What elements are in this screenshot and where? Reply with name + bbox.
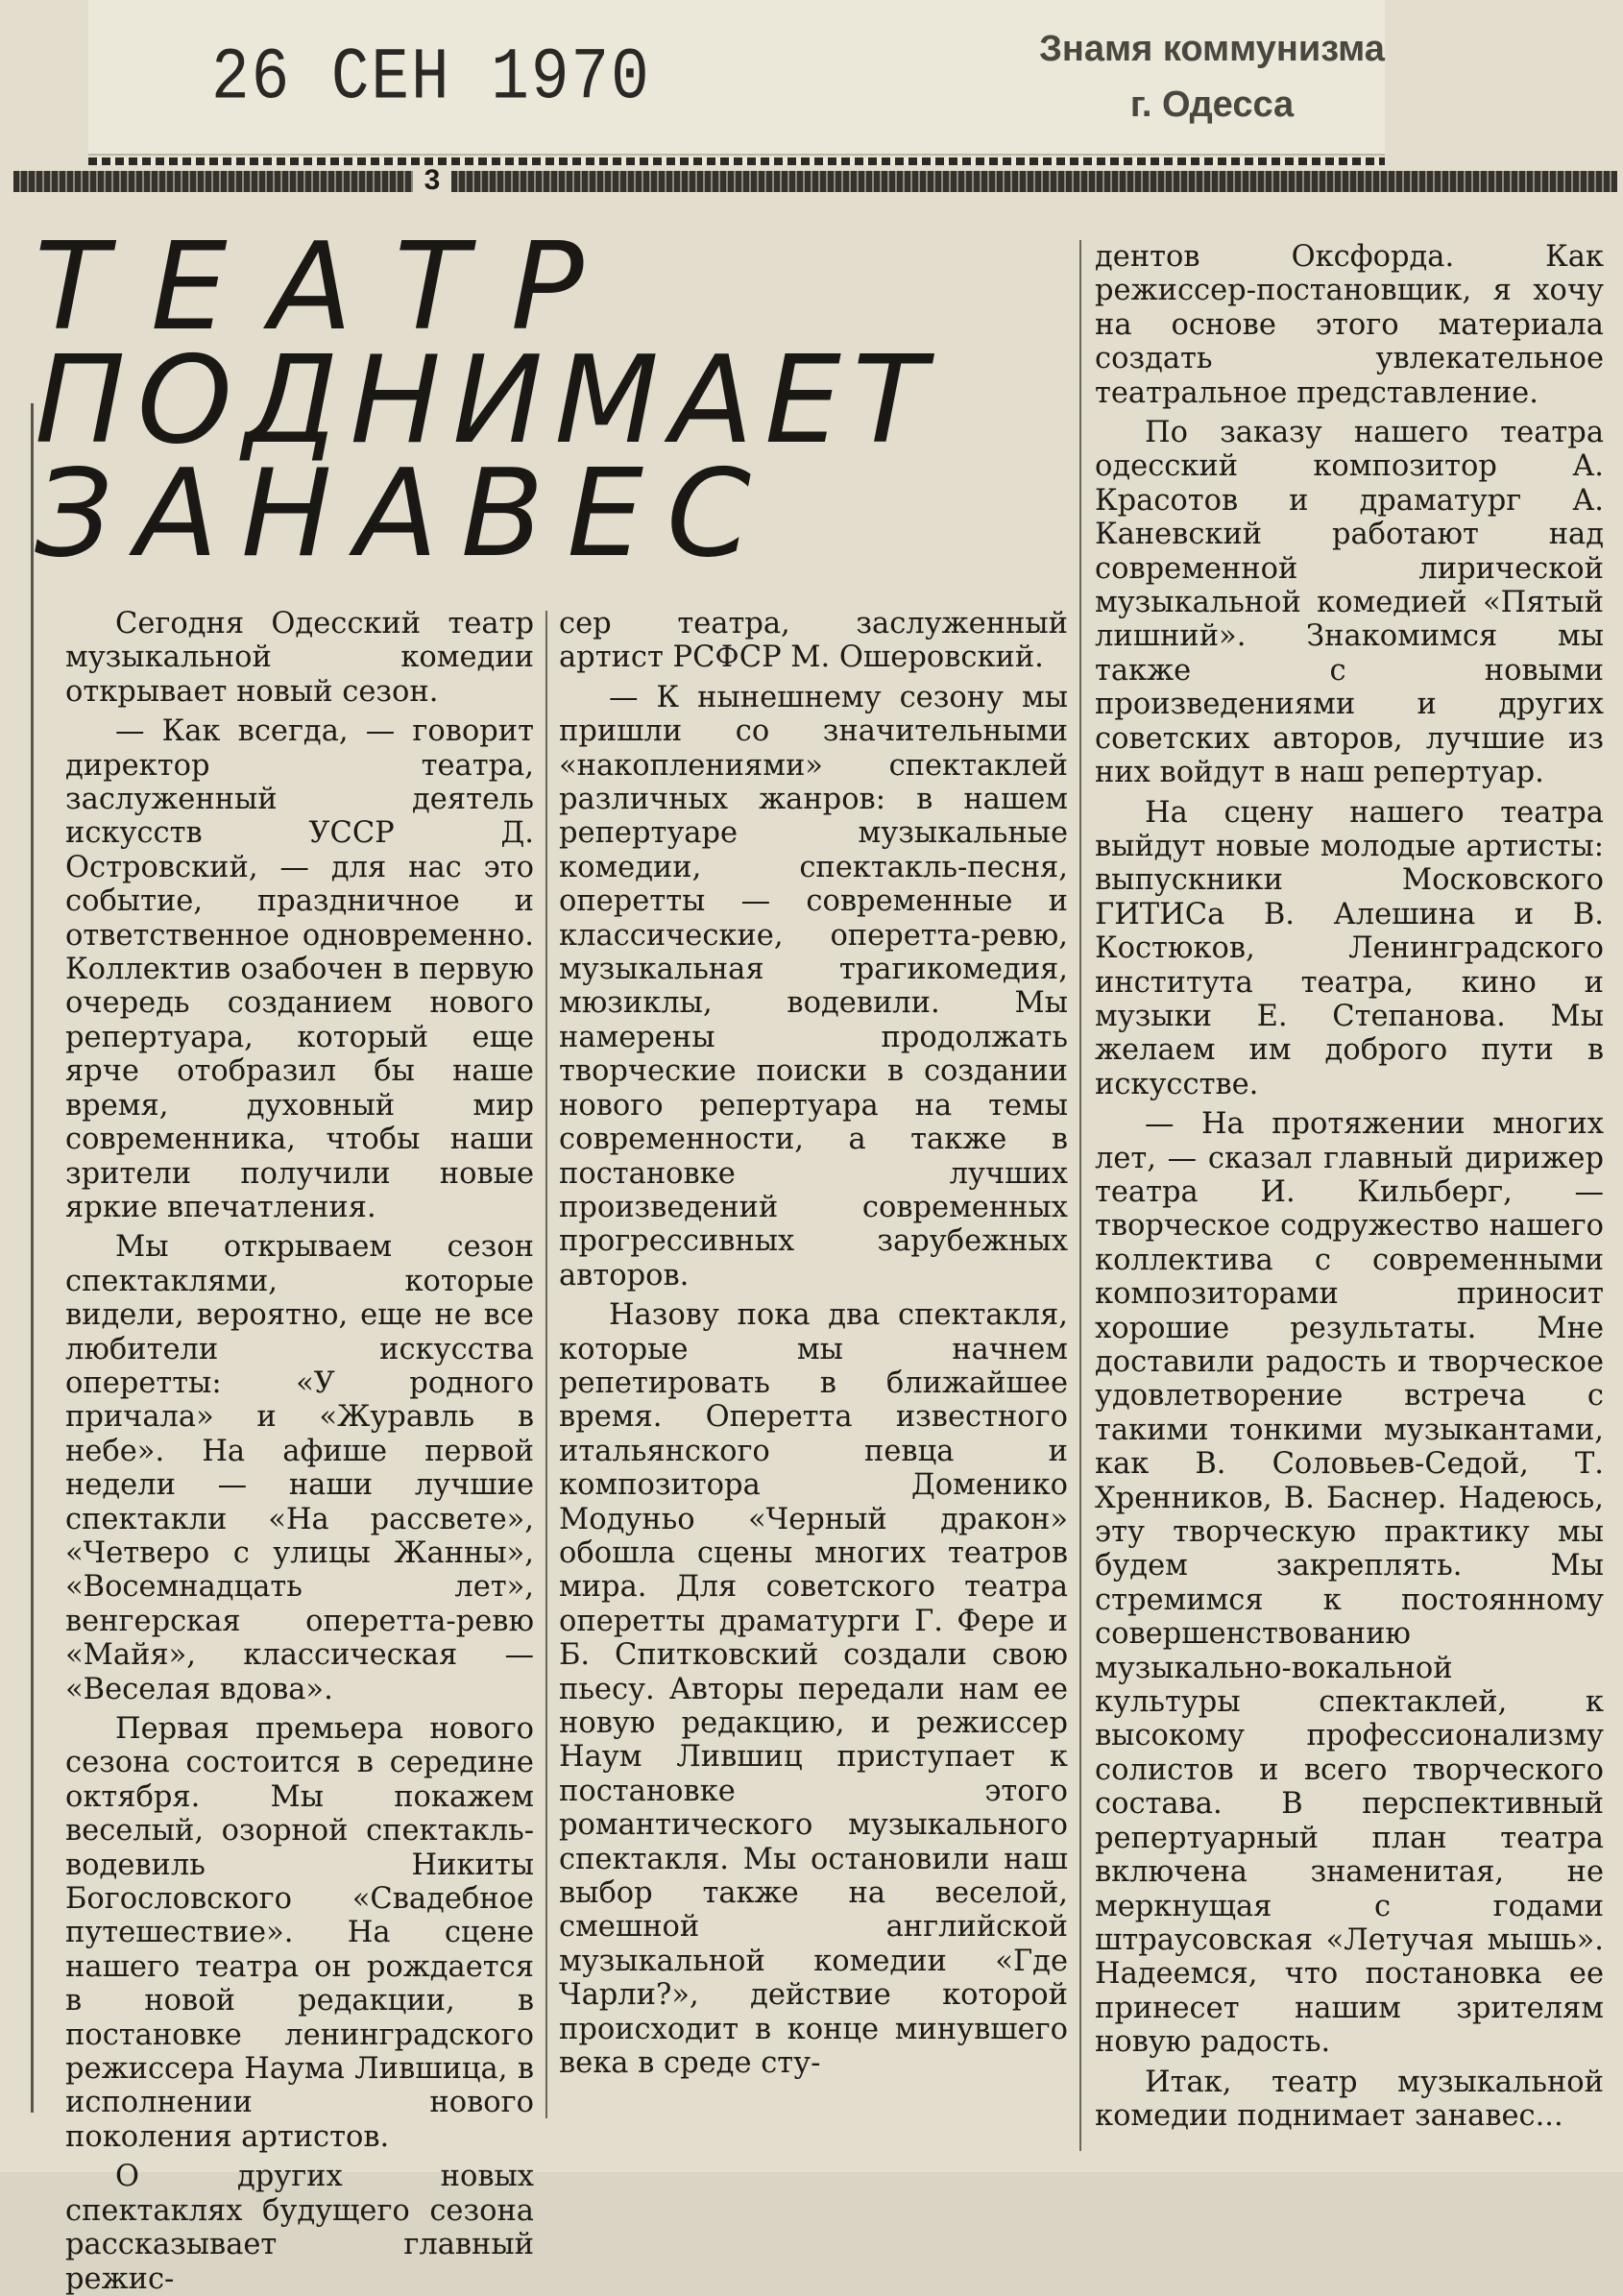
column-3-paragraph-5: Итак, театр музыкальной комедии поднимает занавес... bbox=[1095, 2065, 1604, 2133]
newspaper-source bbox=[972, 21, 1452, 133]
article-column-1 bbox=[65, 607, 534, 2296]
newspaper-city: г. Одесса bbox=[1129, 85, 1295, 125]
headline-line-3: ЗАНАВЕС bbox=[35, 443, 774, 584]
page-top-rule bbox=[13, 171, 1617, 192]
column-2-paragraph-2: — К нынешнему сезону мы пришли со значительными «накоплениями» спектаклей различных жанров: в нашем репертуаре музыкальные комедии, спектакль-песня, оперетты — современные и классические, оперетта-ревю, музыкальная трагикомедия, мюзиклы, водевили. Мы намерены продолжать творческие поиски в создании нового репертуара на темы современности, а также в постановке лучших произведений современных прогрессивных зарубежных авторов. bbox=[559, 680, 1068, 1293]
article-headline bbox=[35, 216, 1072, 584]
article-column-2 bbox=[559, 607, 1068, 2143]
column-1-paragraph-2: — Как всегда, — говорит директор театра, заслуженный деятель искусств УССР Д. Островский, — для нас это событие, праздничное и ответственное одновременно. Коллектив озабочен в первую очередь созданием нового репертуара, который еще ярче отобразил бы наше время, духовный мир современника, чтобы наши зрители получили новые яркие впечатления. bbox=[65, 714, 534, 1224]
column-3-paragraph-1: дентов Оксфорда. Как режиссер-постановщик, я хочу на основе этого материала создать увлекательное театральное представление. bbox=[1095, 240, 1604, 410]
column-2-paragraph-3: Назову пока два спектакля, которые мы начнем репетировать в ближайшее время. Оперетта известного итальянского певца и композитора Доменико Модуньо «Черный дракон» обошла сцены многих театров мира. Для советского театра оперетты драматурги Г. Фере и Б. Спитковский создали свою пьесу. Авторы передали нам ее новую редакцию, и режиссер Наум Лившиц приступает к постановке этого романтического музыкального спектакля. Мы остановили наш выбор также на веселой, смешной английской музыкальной комедии «Где Чарли?», действие которой происходит в конце минувшего века в среде сту- bbox=[559, 1298, 1068, 2081]
column-2-paragraph-1: сер театра, заслуженный артист РСФСР М. Ошеровский. bbox=[559, 607, 1068, 675]
column-divider-1 bbox=[545, 611, 547, 2118]
column-3-paragraph-3: На сцену нашего театра выйдут новые молодые артисты: выпускники Московского ГИТИСа В. Алешина и В. Костюков, Ленинградского института театра, кино и музыки Е. Степанова. Мы желаем им доброго пути в искусстве. bbox=[1095, 795, 1604, 1101]
column-3-paragraph-2: По заказу нашего театра одесский композитор А. Красотов и драматург А. Каневский работают над современной лирической музыкальной комедией «Пятый лишний». Знакомимся мы также с новыми произведениями и других советских авторов, лучшие из них войдут в наш репертуар. bbox=[1095, 416, 1604, 790]
clipping-label bbox=[88, 0, 1385, 156]
column-1-paragraph-5: О других новых спектаклях будущего сезона рассказывает главный режис- bbox=[65, 2160, 534, 2296]
headline-line-1: ТЕАТР bbox=[35, 216, 626, 357]
left-margin-rule bbox=[31, 403, 34, 2113]
column-1-paragraph-3: Мы открываем сезон спектаклями, которые видели, вероятно, еще не все любители искусства оперетты: «У родного причала» и «Журавль в небе». На афише первой недели — наши лучшие спектакли «На рассвете», «Четверо с улицы Жанны», «Восемнадцать лет», венгерская оперетта-ревю «Майя», классическая — «Веселая вдова». bbox=[65, 1230, 534, 1706]
label-rule bbox=[88, 157, 1385, 165]
column-divider-2 bbox=[1079, 240, 1081, 2151]
date-stamp: 26 СЕН 1970 bbox=[211, 36, 651, 120]
headline-line-2: ПОДНИМАЕТ bbox=[35, 329, 938, 471]
newspaper-name: Знамя коммунизма bbox=[1039, 29, 1385, 69]
column-1-paragraph-1: Сегодня Одесский театр музыкальной комедии открывает новый сезон. bbox=[65, 607, 534, 709]
column-3-paragraph-4: — На протяжении многих лет, — сказал главный дирижер театра И. Кильберг, — творческое содружество нашего коллектива с современными композиторами приносит хорошие результаты. Мне доставили радость и творческое удовлетворение встреча с такими тонкими музыкантами, как В. Соловьев-Седой, Т. Хренников, В. Баснер. Надеюсь, эту творческую практику мы будем закреплять. Мы стремимся к постоянному совершенствованию музыкально-вокальной культуры спектаклей, к высокому профессионализму солистов и всего творческого состава. В перспективный репертуарный план театра включена знаменитая, не меркнущая с годами штраусовская «Летучая мышь». Надеемся, что постановка ее принесет нашим зрителям новую радость. bbox=[1095, 1107, 1604, 2060]
column-1-paragraph-4: Первая премьера нового сезона состоится в середине октября. Мы покажем веселый, озорной спектакль-водевиль Никиты Богословского «Свадебное путешествие». На сцене нашего театра он рождается в новой редакции, в постановке ленинградского режиссера Наума Лившица, в исполнении нового поколения артистов. bbox=[65, 1712, 534, 2154]
page-number: 3 bbox=[413, 165, 451, 196]
article-column-3 bbox=[1095, 240, 1604, 2151]
